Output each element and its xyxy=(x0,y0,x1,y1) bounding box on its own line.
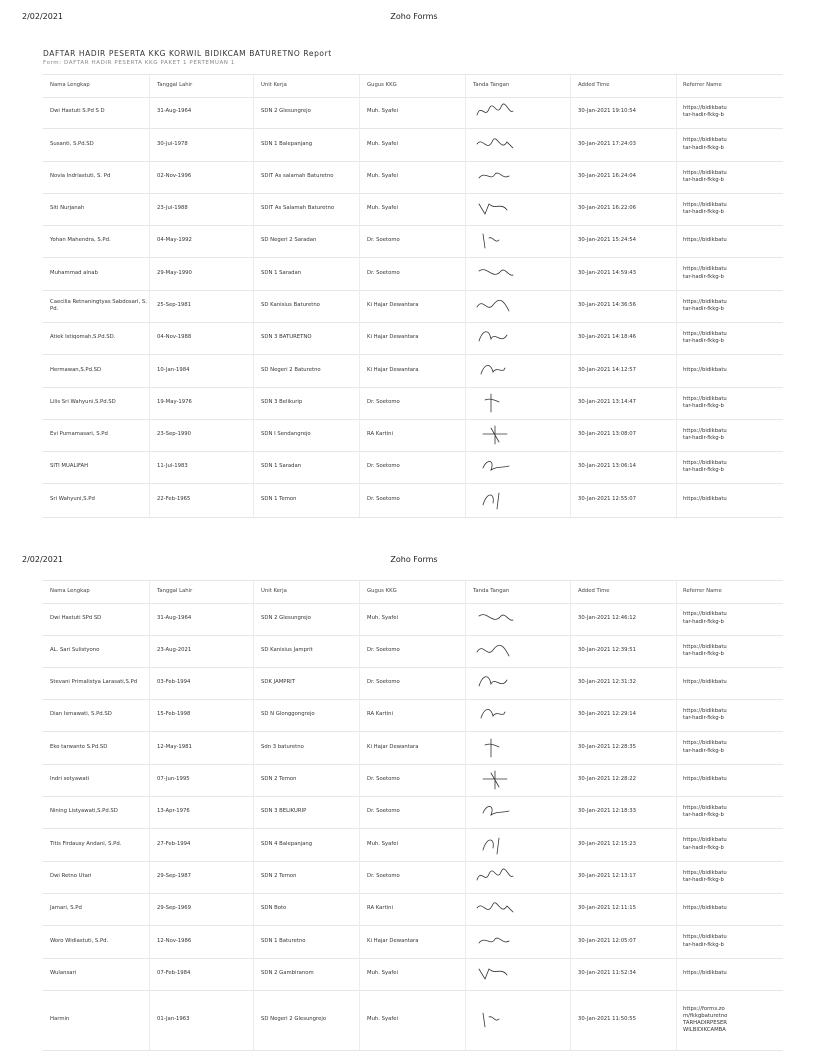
signature-icon xyxy=(473,866,517,888)
referrer-cell: https://bidikbatu xyxy=(676,667,736,699)
signature-icon xyxy=(473,931,517,953)
added-time-cell: 30-Jan-2021 14:59:43 xyxy=(570,257,676,290)
signature-icon xyxy=(473,230,517,252)
added-time-cell: 30-Jan-2021 15:24:54 xyxy=(570,225,676,257)
added-time-cell: 30-Jan-2021 12:28:35 xyxy=(570,731,676,764)
signature-icon xyxy=(473,489,517,511)
signature-icon xyxy=(473,608,517,630)
dob-cell: 15-Feb-1998 xyxy=(149,699,253,731)
name-cell: Nining Listyawati,S.Pd.SD xyxy=(50,808,118,815)
unit-cell: SDN I Sendangrejo xyxy=(253,419,359,451)
signature-icon xyxy=(473,327,517,349)
added-time-cell: 30-Jan-2021 19:10:54 xyxy=(570,96,676,128)
gugus-cell: Dr. Soetomo xyxy=(359,483,465,517)
referrer-cell: https://bidikbatu xyxy=(676,764,736,796)
name-cell: Novia Indriastuti, S. Pd xyxy=(50,173,111,180)
added-time-cell: 30-Jan-2021 17:24:03 xyxy=(570,128,676,161)
unit-cell: SDK JAMPRIT xyxy=(253,667,359,699)
name-cell: Susanti, S.Pd.SD xyxy=(50,140,94,147)
referrer-cell: https://bidikbatu tar-hadir-fkkg-b xyxy=(676,635,736,667)
unit-cell: SDN 3 BATURETNO xyxy=(253,322,359,354)
column-header: Tanda Tangan xyxy=(465,75,570,97)
table-row xyxy=(43,602,783,636)
signature-icon xyxy=(473,672,517,694)
unit-cell: SD Negeri 2 Saradan xyxy=(253,225,359,257)
report-subtitle: Form: DAFTAR HADIR PESERTA KKG PAKET 1 PERTEMUAN 1 xyxy=(43,60,235,66)
table-row xyxy=(43,893,783,926)
name-cell: Dian Ismawati, S.Pd.SD xyxy=(50,711,112,718)
added-time-cell: 30-Jan-2021 14:18:46 xyxy=(570,322,676,354)
unit-cell: SD Kanisius Jamprit xyxy=(253,635,359,667)
column-header: Gugus KKG xyxy=(359,581,465,603)
referrer-cell: https://bidikbatu tar-hadir-fkkg-b xyxy=(676,257,736,290)
name-cell: Indri setyawati xyxy=(50,776,90,783)
signature-cell xyxy=(465,667,570,699)
gugus-cell: Dr. Soetomo xyxy=(359,257,465,290)
gugus-cell: Ki Hajar Dewantara xyxy=(359,354,465,387)
referrer-cell: https://bidikbatu tar-hadir-fkkg-b xyxy=(676,128,736,161)
table-row xyxy=(43,635,783,668)
table-row xyxy=(43,667,783,700)
name-cell: Jamari, S.Pd xyxy=(50,905,82,912)
added-time-cell: 30-Jan-2021 12:18:33 xyxy=(570,796,676,828)
signature-cell xyxy=(465,828,570,861)
signature-icon xyxy=(473,898,517,920)
gugus-cell: Dr. Soetomo xyxy=(359,635,465,667)
signature-icon xyxy=(473,1009,517,1031)
referrer-cell: https://bidikbatu tar-hadir-fkkg-b xyxy=(676,925,736,958)
referrer-cell: https://bidikbatu tar-hadir-fkkg-b xyxy=(676,699,736,731)
added-time-cell: 30-Jan-2021 13:08:07 xyxy=(570,419,676,451)
dob-cell: 31-Aug-1964 xyxy=(149,96,253,128)
dob-cell: 29-Sep-1969 xyxy=(149,893,253,925)
table-row xyxy=(43,699,783,732)
dob-cell: 25-Sep-1981 xyxy=(149,290,253,322)
signature-cell xyxy=(465,861,570,893)
app-name: Zoho Forms xyxy=(390,555,438,564)
table-row xyxy=(43,193,783,226)
gugus-cell: Dr. Soetomo xyxy=(359,796,465,828)
signature-icon xyxy=(473,834,517,856)
table-row xyxy=(43,828,783,862)
referrer-cell: https://bidikbatu xyxy=(676,225,736,257)
signature-cell xyxy=(465,635,570,667)
signature-cell xyxy=(465,419,570,451)
unit-cell: SDN 2 Temon xyxy=(253,764,359,796)
referrer-cell: https://bidikbatu tar-hadir-fkkg-b xyxy=(676,161,736,193)
gugus-cell: Ki Hajar Dewantara xyxy=(359,731,465,764)
gugus-cell: Muh. Syafei xyxy=(359,96,465,128)
gugus-cell: Muh. Syafei xyxy=(359,990,465,1050)
added-time-cell: 30-Jan-2021 12:29:14 xyxy=(570,699,676,731)
attendance-table-page-1 xyxy=(43,74,768,520)
unit-cell: SD Negeri 2 Glesungrejo xyxy=(253,990,359,1050)
referrer-cell: https://bidikbatu xyxy=(676,483,736,517)
added-time-cell: 30-Jan-2021 12:39:51 xyxy=(570,635,676,667)
name-cell: Woro Widiastuti, S.Pd. xyxy=(50,937,109,944)
added-time-cell: 30-Jan-2021 13:14:47 xyxy=(570,387,676,419)
gugus-cell: Dr. Soetomo xyxy=(359,387,465,419)
signature-icon xyxy=(473,198,517,220)
gugus-cell: Muh. Syafei xyxy=(359,128,465,161)
added-time-cell: 30-Jan-2021 14:12:57 xyxy=(570,354,676,387)
table-row xyxy=(43,990,783,1051)
added-time-cell: 30-Jan-2021 12:05:07 xyxy=(570,925,676,958)
signature-icon xyxy=(473,166,517,188)
unit-cell: SD Kanisius Baturetno xyxy=(253,290,359,322)
name-cell: Yohan Mahendra, S.Pd. xyxy=(50,237,111,244)
signature-cell xyxy=(465,699,570,731)
signature-icon xyxy=(473,295,517,317)
referrer-cell: https://bidikbatu tar-hadir-fkkg-b xyxy=(676,96,736,128)
column-header: Referrer Name xyxy=(676,75,736,97)
attendance-table-page-2 xyxy=(43,580,768,1034)
table-row xyxy=(43,225,783,258)
added-time-cell: 30-Jan-2021 12:46:12 xyxy=(570,602,676,635)
gugus-cell: Ki Hajar Dewantara xyxy=(359,322,465,354)
unit-cell: SDN 1 Saradan xyxy=(253,257,359,290)
signature-cell xyxy=(465,96,570,128)
signature-cell xyxy=(465,322,570,354)
referrer-cell: https://bidikbatu tar-hadir-fkkg-b xyxy=(676,861,736,893)
dob-cell: 10-Jan-1984 xyxy=(149,354,253,387)
table-header-row xyxy=(43,580,783,604)
print-date: 2/02/2021 xyxy=(22,555,64,564)
signature-cell xyxy=(465,451,570,483)
added-time-cell: 30-Jan-2021 12:11:15 xyxy=(570,893,676,925)
gugus-cell: Dr. Soetomo xyxy=(359,861,465,893)
signature-cell xyxy=(465,161,570,193)
column-header: Unit Kerja xyxy=(253,75,359,97)
dob-cell: 13-Apr-1976 xyxy=(149,796,253,828)
report-title: DAFTAR HADIR PESERTA KKG KORWIL BIDIKCAM BATURETNO Report xyxy=(43,49,332,58)
gugus-cell: Ki Hajar Dewantara xyxy=(359,290,465,322)
signature-cell xyxy=(465,290,570,322)
gugus-cell: Dr. Soetomo xyxy=(359,451,465,483)
referrer-cell: https://bidikbatu tar-hadir-fkkg-b xyxy=(676,193,736,225)
table-row xyxy=(43,161,783,194)
referrer-cell: https://forms.zo m/fkkgbaturetno TARHADIRPESER WILBIDIKCAMBA xyxy=(676,990,736,1050)
dob-cell: 04-Nov-1988 xyxy=(149,322,253,354)
dob-cell: 23-Jul-1988 xyxy=(149,193,253,225)
signature-icon xyxy=(473,640,517,662)
table-row xyxy=(43,322,783,355)
column-header: Gugus KKG xyxy=(359,75,465,97)
signature-icon xyxy=(473,963,517,985)
referrer-cell: https://bidikbatu tar-hadir-fkkg-b xyxy=(676,796,736,828)
signature-icon xyxy=(473,704,517,726)
signature-icon xyxy=(473,392,517,414)
signature-cell xyxy=(465,193,570,225)
referrer-cell: https://bidikbatu tar-hadir-fkkg-b xyxy=(676,828,736,861)
dob-cell: 29-May-1990 xyxy=(149,257,253,290)
table-row xyxy=(43,354,783,388)
signature-icon xyxy=(473,101,517,123)
referrer-cell: https://bidikbatu tar-hadir-fkkg-b xyxy=(676,602,736,635)
added-time-cell: 30-Jan-2021 12:13:17 xyxy=(570,861,676,893)
unit-cell: SD N Glonggongrejo xyxy=(253,699,359,731)
unit-cell: SDN 2 Glesungrejo xyxy=(253,96,359,128)
added-time-cell: 30-Jan-2021 12:28:22 xyxy=(570,764,676,796)
name-cell: SITI MUALIFAH xyxy=(50,463,89,470)
unit-cell: SDN 3 Belikurip xyxy=(253,387,359,419)
signature-cell xyxy=(465,387,570,419)
unit-cell: Sdn 3 baturetno xyxy=(253,731,359,764)
signature-cell xyxy=(465,354,570,387)
name-cell: Titis Firdausy Andani, S.Pd. xyxy=(50,840,122,847)
table-row xyxy=(43,96,783,129)
gugus-cell: Ki Hajar Dewantara xyxy=(359,925,465,958)
unit-cell: SDN Boto xyxy=(253,893,359,925)
unit-cell: SDN 3 BELIKURIP xyxy=(253,796,359,828)
column-header: Unit Kerja xyxy=(253,581,359,603)
gugus-cell: Muh. Syafei xyxy=(359,828,465,861)
referrer-cell: https://bidikbatu xyxy=(676,354,736,387)
table-row xyxy=(43,861,783,894)
print-date: 2/02/2021 xyxy=(22,12,64,21)
signature-icon xyxy=(473,360,517,382)
signature-icon xyxy=(473,769,517,791)
dob-cell: 29-Sep-1987 xyxy=(149,861,253,893)
name-cell: Dwi Hastuti S.Pd S D xyxy=(50,108,105,115)
added-time-cell: 30-Jan-2021 16:22:06 xyxy=(570,193,676,225)
unit-cell: SDN 4 Balepanjang xyxy=(253,828,359,861)
signature-icon xyxy=(473,456,517,478)
table-row xyxy=(43,483,783,518)
name-cell: Eko tarwanto S.Pd.SD xyxy=(50,743,108,750)
column-header: Tanda Tangan xyxy=(465,581,570,603)
gugus-cell: Dr. Soetomo xyxy=(359,667,465,699)
table-row xyxy=(43,764,783,797)
gugus-cell: Muh. Syafei xyxy=(359,161,465,193)
unit-cell: SD Negeri 2 Baturetno xyxy=(253,354,359,387)
gugus-cell: Dr. Soetomo xyxy=(359,225,465,257)
column-header: Referrer Name xyxy=(676,581,736,603)
unit-cell: SDN 2 Gambiranom xyxy=(253,958,359,990)
name-cell: Harmin xyxy=(50,1016,70,1023)
unit-cell: SDN 1 Saradan xyxy=(253,451,359,483)
name-cell: Stevani Primalistya Larasati,S.Pd xyxy=(50,679,138,686)
signature-cell xyxy=(465,128,570,161)
signature-cell xyxy=(465,764,570,796)
signature-icon xyxy=(473,263,517,285)
table-row xyxy=(43,958,783,991)
table-row xyxy=(43,451,783,484)
referrer-cell: https://bidikbatu tar-hadir-fkkg-b xyxy=(676,290,736,322)
added-time-cell: 30-Jan-2021 11:52:34 xyxy=(570,958,676,990)
dob-cell: 01-Jan-1963 xyxy=(149,990,253,1050)
signature-cell xyxy=(465,225,570,257)
column-header: Tanggal Lahir xyxy=(149,581,253,603)
dob-cell: 02-Nov-1996 xyxy=(149,161,253,193)
name-cell: Hermawan,S.Pd.SD xyxy=(50,366,102,373)
gugus-cell: Dr. Soetomo xyxy=(359,764,465,796)
dob-cell: 03-Feb-1994 xyxy=(149,667,253,699)
gugus-cell: Muh. Syafei xyxy=(359,193,465,225)
app-name: Zoho Forms xyxy=(390,12,438,21)
added-time-cell: 30-Jan-2021 12:15:23 xyxy=(570,828,676,861)
referrer-cell: https://bidikbatu tar-hadir-fkkg-b xyxy=(676,731,736,764)
name-cell: Atiek Istiqomah,S.Pd.SD. xyxy=(50,334,116,341)
referrer-cell: https://bidikbatu xyxy=(676,893,736,925)
unit-cell: SDN 1 Temon xyxy=(253,483,359,517)
dob-cell: 12-Nov-1986 xyxy=(149,925,253,958)
gugus-cell: RA Kartini xyxy=(359,419,465,451)
gugus-cell: Muh. Syafei xyxy=(359,958,465,990)
name-cell: Muhammad alnab xyxy=(50,269,98,276)
column-header: Nama Lengkap xyxy=(50,82,90,89)
dob-cell: 12-May-1981 xyxy=(149,731,253,764)
dob-cell: 23-Sep-1990 xyxy=(149,419,253,451)
signature-cell xyxy=(465,602,570,635)
table-row xyxy=(43,257,783,291)
signature-cell xyxy=(465,796,570,828)
unit-cell: SDN 2 Temon xyxy=(253,861,359,893)
dob-cell: 11-Jul-1983 xyxy=(149,451,253,483)
table-row xyxy=(43,387,783,420)
added-time-cell: 30-Jan-2021 16:24:04 xyxy=(570,161,676,193)
unit-cell: SDIT As salamah Baturetno xyxy=(253,161,359,193)
referrer-cell: https://bidikbatu tar-hadir-fkkg-b xyxy=(676,419,736,451)
referrer-cell: https://bidikbatu xyxy=(676,958,736,990)
signature-cell xyxy=(465,990,570,1050)
name-cell: Sri Wahyuni,S.Pd xyxy=(50,496,95,503)
table-row xyxy=(43,796,783,829)
referrer-cell: https://bidikbatu tar-hadir-fkkg-b xyxy=(676,322,736,354)
table-row xyxy=(43,925,783,959)
name-cell: Lilis Sri Wahyuni,S.Pd.SD xyxy=(50,399,116,406)
name-cell: Siti Nurjanah xyxy=(50,205,85,212)
column-header: Added Time xyxy=(570,75,676,97)
print-header-page-2 xyxy=(0,555,768,571)
signature-cell xyxy=(465,257,570,290)
unit-cell: SDIT As Salamah Baturetno xyxy=(253,193,359,225)
table-row xyxy=(43,128,783,162)
name-cell: Caecilia Retnaningtyas Sabdosari, S. Pd. xyxy=(50,298,147,312)
column-header: Added Time xyxy=(570,581,676,603)
name-cell: AL. Sari Sulistyono xyxy=(50,647,100,654)
signature-cell xyxy=(465,731,570,764)
column-header: Nama Lengkap xyxy=(50,588,90,595)
column-header: Tanggal Lahir xyxy=(149,75,253,97)
unit-cell: SDN 1 Baturetno xyxy=(253,925,359,958)
table-row xyxy=(43,731,783,765)
gugus-cell: Muh. Syafei xyxy=(359,602,465,635)
dob-cell: 23-Aug-2021 xyxy=(149,635,253,667)
signature-icon xyxy=(473,134,517,156)
added-time-cell: 30-Jan-2021 14:36:56 xyxy=(570,290,676,322)
added-time-cell: 30-Jan-2021 12:55:07 xyxy=(570,483,676,517)
name-cell: Evi Purnamasari, S.Pd xyxy=(50,431,108,438)
gugus-cell: RA Kartini xyxy=(359,893,465,925)
dob-cell: 31-Aug-1964 xyxy=(149,602,253,635)
table-row xyxy=(43,419,783,452)
dob-cell: 04-May-1992 xyxy=(149,225,253,257)
signature-cell xyxy=(465,893,570,925)
dob-cell: 19-May-1976 xyxy=(149,387,253,419)
print-header-page-1 xyxy=(0,12,768,28)
table-header-row xyxy=(43,74,783,98)
unit-cell: SDN 2 Glesungrejo xyxy=(253,602,359,635)
gugus-cell: RA Kartini xyxy=(359,699,465,731)
dob-cell: 22-Feb-1965 xyxy=(149,483,253,517)
signature-cell xyxy=(465,958,570,990)
dob-cell: 27-Feb-1994 xyxy=(149,828,253,861)
dob-cell: 07-Jun-1995 xyxy=(149,764,253,796)
signature-cell xyxy=(465,925,570,958)
signature-icon xyxy=(473,424,517,446)
name-cell: Wulansari xyxy=(50,970,77,977)
table-row xyxy=(43,290,783,323)
referrer-cell: https://bidikbatu tar-hadir-fkkg-b xyxy=(676,387,736,419)
dob-cell: 30-Jul-1978 xyxy=(149,128,253,161)
added-time-cell: 30-Jan-2021 13:06:14 xyxy=(570,451,676,483)
signature-cell xyxy=(465,483,570,517)
referrer-cell: https://bidikbatu tar-hadir-fkkg-b xyxy=(676,451,736,483)
signature-icon xyxy=(473,737,517,759)
name-cell: Dwi Hastuti SPd SD xyxy=(50,614,102,621)
name-cell: Dwi Retno Utari xyxy=(50,873,92,880)
added-time-cell: 30-Jan-2021 11:50:55 xyxy=(570,990,676,1050)
dob-cell: 07-Feb-1984 xyxy=(149,958,253,990)
signature-icon xyxy=(473,801,517,823)
added-time-cell: 30-Jan-2021 12:31:32 xyxy=(570,667,676,699)
unit-cell: SDN 1 Balepanjang xyxy=(253,128,359,161)
